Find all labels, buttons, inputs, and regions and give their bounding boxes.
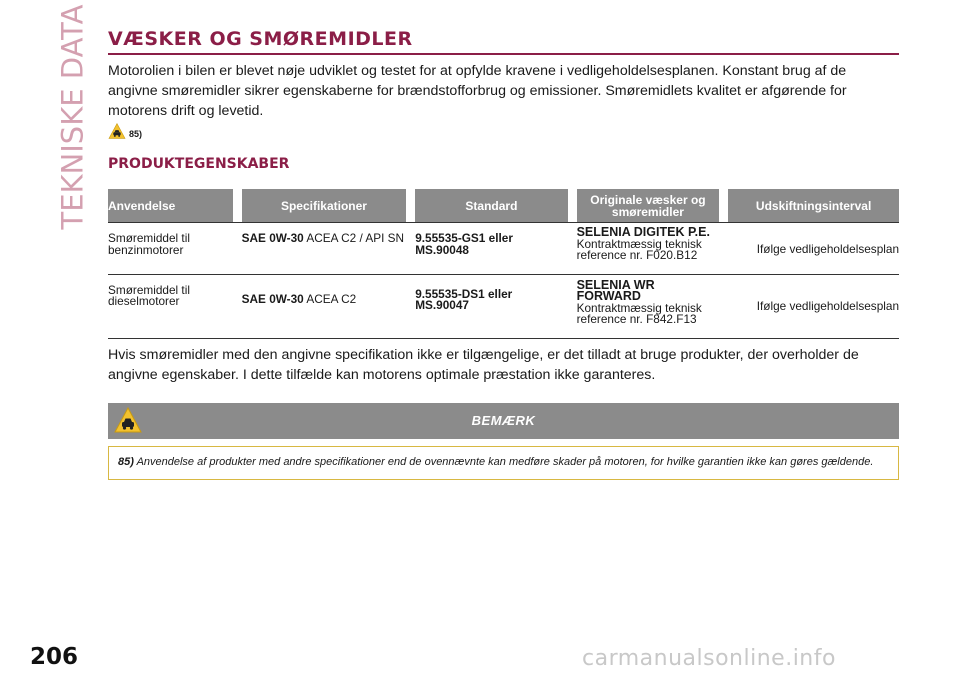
cell-spec	[242, 222, 407, 274]
car-warning-icon	[114, 407, 142, 433]
section-title: VÆSKER OG SMØREMIDLER	[108, 28, 899, 55]
cell-product-ref: Kontraktmæssig teknisk reference nr. F842.F13	[576, 300, 702, 326]
cell-product-name: SELENIA DIGITEK P.E.	[576, 225, 710, 239]
after-table-paragraph: Hvis smøremidler med den angivne specifikation ikke er tilgængelige, er det tilladt at bruge produkter, der overholder de angivne egenskaber. I dette tilfælde kan motorens optimale præstation ikke garanteres.	[108, 338, 899, 385]
cell-spec-grade: SAE 0W-30	[241, 231, 304, 245]
page-content	[108, 28, 899, 480]
note-title: BEMÆRK	[471, 413, 536, 428]
header-udskiftningsinterval: Udskiftningsinterval	[728, 189, 899, 222]
table-row	[108, 222, 899, 274]
cell-interval: Ifølge vedligeholdelsesplan	[728, 222, 899, 274]
cell-standard: 9.55535-DS1 eller MS.90047	[415, 274, 567, 338]
cell-interval: Ifølge vedligeholdelsesplan	[728, 274, 899, 338]
cell-product	[577, 274, 720, 338]
cell-product	[577, 222, 720, 274]
side-title	[52, 4, 92, 230]
cell-use: Smøremiddel til dieselmotorer	[108, 274, 233, 338]
cell-spec-grade: SAE 0W-30	[241, 291, 304, 306]
watermark: carmanualsonline.info	[582, 646, 836, 671]
note-box	[108, 446, 899, 480]
subheading: PRODUKTEGENSKABER	[108, 156, 290, 172]
intro-reference	[108, 123, 899, 139]
note-reference-number: 85)	[118, 455, 134, 468]
cell-spec	[242, 274, 407, 338]
cell-spec-rest: ACEA C2 / API SN	[303, 231, 405, 245]
cell-product-name: SELENIA WR FORWARD	[576, 277, 655, 303]
side-title-text: TEKNISKE DATA	[55, 4, 90, 230]
intro-paragraph: Motorolien i bilen er blevet nøje udviklet og testet for at opfylde kravene i vedligeholdelsesplanen. Konstant brug af de angivne smøremidler sikrer egenskaberne for brændstofforbrug og emissioner. Smøremidlets kvalitet er afgørende for motorens drift og levetid.	[108, 63, 847, 119]
table-header-row	[108, 189, 899, 222]
header-originale-vaesker: Originale væsker og smøremidler	[577, 189, 720, 222]
cell-product-ref: Kontraktmæssig teknisk reference nr. F020.B12	[576, 236, 702, 262]
note-header	[108, 403, 899, 439]
intro-reference-number: 85)	[129, 129, 143, 139]
header-standard: Standard	[415, 189, 567, 222]
header-specifikationer: Specifikationer	[242, 189, 407, 222]
cell-spec-rest: ACEA C2	[303, 291, 357, 306]
table-row	[108, 274, 899, 338]
cell-use: Smøremiddel til benzinmotorer	[108, 222, 233, 274]
page-number: 206	[30, 644, 79, 670]
car-warning-icon	[108, 123, 126, 139]
header-anvendelse: Anvendelse	[108, 189, 233, 222]
lubricant-table	[108, 189, 899, 338]
note-text: Anvendelse af produkter med andre specifikationer end de ovennævnte kan medføre skader på motoren, for hvilke garantien ikke kan gøres gældende.	[136, 455, 874, 468]
cell-standard: 9.55535-GS1 eller MS.90048	[415, 222, 567, 274]
